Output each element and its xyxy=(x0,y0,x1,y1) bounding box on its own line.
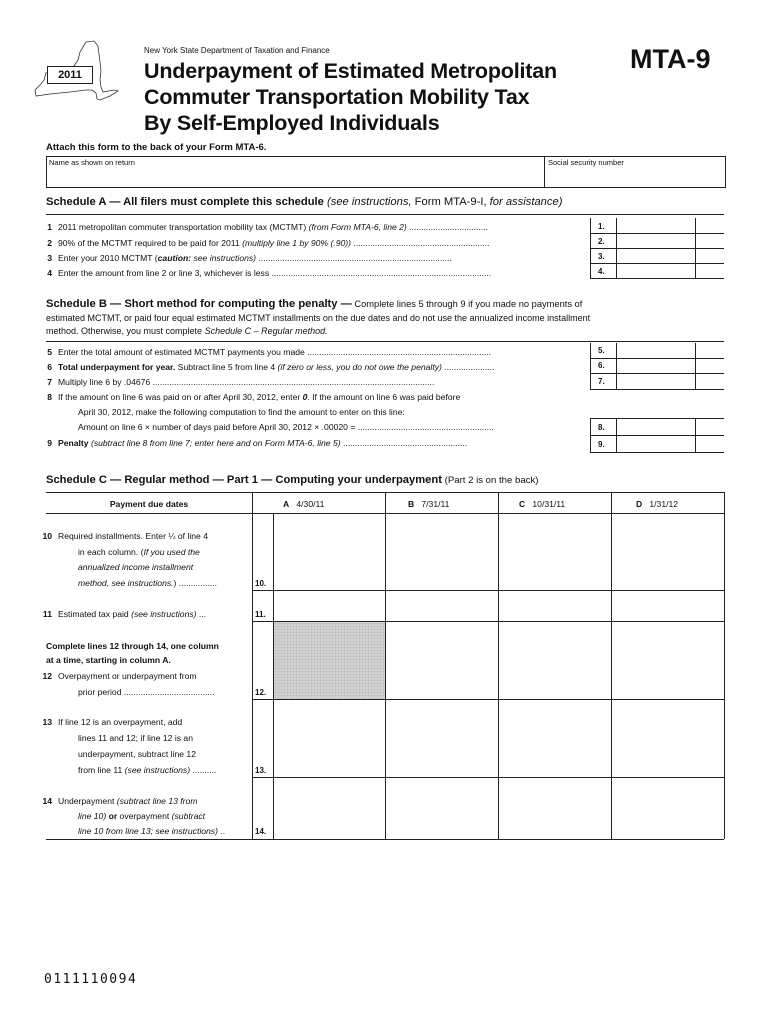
grid-line xyxy=(590,278,724,279)
line-text-italic: method, see instructions. xyxy=(78,578,174,588)
form-title-line-3: By Self-Employed Individuals xyxy=(144,111,440,135)
taxpayer-info-divider xyxy=(544,156,545,187)
box-label-14: 14. xyxy=(255,827,267,836)
line-13-label-3: underpayment, subtract line 12 xyxy=(78,749,196,759)
row-divider xyxy=(252,590,724,591)
line-11-label xyxy=(38,609,206,619)
shaded-cell-12a xyxy=(274,622,385,699)
line-12-label-2: prior period ...................................... xyxy=(78,687,215,697)
line-number: 7 xyxy=(47,377,52,387)
tax-year-badge: 2011 xyxy=(47,66,93,84)
line-14-label-2 xyxy=(78,811,205,821)
leader-dots: ) ................ xyxy=(173,578,217,588)
table-col-divider xyxy=(252,492,253,839)
column-c-header xyxy=(519,499,565,509)
schedule-c-title xyxy=(46,474,538,486)
line-14-label-3 xyxy=(78,826,225,836)
ssn-field-label: Social security number xyxy=(548,158,624,167)
leader-dots: ............................................................................................ xyxy=(269,268,492,278)
schedule-a-line-1 xyxy=(38,222,488,232)
schedule-a-title-bold: Schedule A — All filers must complete this schedule xyxy=(46,196,324,208)
line-text-bold: or xyxy=(106,811,118,821)
line-13-col-a-input[interactable] xyxy=(276,758,386,776)
form-title xyxy=(144,58,557,136)
box-label-3: 3. xyxy=(598,252,605,261)
column-letter: C xyxy=(519,499,526,509)
line-text-italic: (multiply line 1 by 90% (.90)) xyxy=(242,238,351,248)
schedule-b-rule xyxy=(46,341,724,342)
line-number: 8 xyxy=(47,392,52,402)
line-12-col-d-input[interactable] xyxy=(615,680,725,698)
schedule-a-line-3 xyxy=(38,253,452,263)
line-number: 1 xyxy=(47,222,52,232)
line-text: If the amount on line 6 was paid on or after April 30, 2012, enter xyxy=(58,392,303,402)
line-text-italic: line 10) xyxy=(78,811,107,821)
table-col-divider xyxy=(385,492,386,839)
box-label-7: 7. xyxy=(598,377,605,386)
line-13-label xyxy=(38,717,182,727)
line-14-col-c-input[interactable] xyxy=(502,820,612,838)
schedule-b-title-rest: Complete lines 5 through 9 if you made no payments of xyxy=(351,299,583,309)
leader-dots: .......... xyxy=(190,765,217,775)
line-text-bold: 0 xyxy=(302,392,308,402)
column-date: 10/31/11 xyxy=(532,499,566,509)
schedule-b-line-8-calc xyxy=(78,422,494,432)
schedule-b-title xyxy=(46,298,582,310)
form-title-line-2: Commuter Transportation Mobility Tax xyxy=(144,85,530,109)
line-3-amount-input[interactable] xyxy=(618,249,697,263)
line-10-label-4 xyxy=(78,578,217,588)
table-col-divider xyxy=(724,492,725,839)
schedule-c-title-bold: Schedule C — Regular method — Part 1 — Computing your underpayment xyxy=(46,474,442,486)
line-7-amount-input[interactable] xyxy=(618,375,697,389)
schedule-b-line-5 xyxy=(38,347,491,357)
line-text: from line 11 xyxy=(78,765,125,775)
column-d-header xyxy=(636,499,678,509)
line-14-col-a-input[interactable] xyxy=(276,820,386,838)
line-2-amount-input[interactable] xyxy=(618,234,697,248)
ssn-input[interactable] xyxy=(548,168,724,186)
box-label-13: 13. xyxy=(255,766,267,775)
line-1-amount-input[interactable] xyxy=(618,219,697,233)
line-11-col-a-input[interactable] xyxy=(276,602,386,620)
line-number: 11 xyxy=(42,609,52,619)
column-b-header xyxy=(408,499,449,509)
row-divider xyxy=(252,699,724,700)
box-label-6: 6. xyxy=(598,361,605,370)
complete-note-1: Complete lines 12 through 14, one column xyxy=(46,641,219,651)
column-letter: B xyxy=(408,499,415,509)
line-12-label xyxy=(38,671,197,681)
leader-dots: ... xyxy=(196,609,207,619)
line-11-col-d-input[interactable] xyxy=(615,602,725,620)
line-4-amount-input[interactable] xyxy=(618,264,697,278)
line-number: 4 xyxy=(47,268,52,278)
line-8-amount-input[interactable] xyxy=(618,420,697,435)
line-10-col-d-input[interactable] xyxy=(615,570,725,588)
attach-instruction: Attach this form to the back of your Form MTA-6. xyxy=(46,142,267,153)
intro-text-italic: Schedule C – Regular method. xyxy=(204,326,328,336)
line-14-label xyxy=(38,796,197,806)
line-text: Underpayment xyxy=(58,796,117,806)
grid-line xyxy=(590,373,724,374)
table-bottom xyxy=(46,839,724,840)
line-text-bold: caution: xyxy=(157,253,192,263)
box-label-5: 5. xyxy=(598,346,605,355)
line-12-col-b-input[interactable] xyxy=(389,680,499,698)
grid-line xyxy=(590,435,724,436)
line-text: Enter your 2010 MCTMT ( xyxy=(58,253,158,263)
department-name: New York State Department of Taxation and Finance xyxy=(144,46,330,55)
line-11-col-b-input[interactable] xyxy=(389,602,499,620)
intro-text: method. Otherwise, you must complete xyxy=(46,326,205,336)
line-13-label-4 xyxy=(78,765,216,775)
line-text-italic: If you used the xyxy=(143,547,200,557)
column-date: 1/31/12 xyxy=(649,499,679,509)
line-10-col-b-input[interactable] xyxy=(389,570,499,588)
leader-dots: .. xyxy=(217,826,226,836)
leader-dots: ......................................................... xyxy=(355,422,494,432)
grid-line xyxy=(590,452,724,453)
column-a-header xyxy=(283,499,324,509)
schedule-b-title-bold: Schedule B — Short method for computing the penalty — xyxy=(46,298,352,310)
line-10-col-a-input[interactable] xyxy=(276,570,386,588)
line-text: Subtract line 5 from line 4 xyxy=(175,362,278,372)
line-14-col-b-input[interactable] xyxy=(389,820,499,838)
box-label-11: 11. xyxy=(255,610,266,619)
leader-dots: ...................................................................................................................... xyxy=(150,377,435,387)
line-text-italic: see instructions) xyxy=(191,253,257,263)
column-date: 4/30/11 xyxy=(296,499,325,509)
leader-dots: ..................... xyxy=(441,362,495,372)
line-text: overpayment xyxy=(117,811,172,821)
line-text-bold: Total underpayment for year. xyxy=(58,362,176,372)
schedule-b-line-6 xyxy=(38,362,494,372)
line-text: 2011 metropolitan commuter transportation mobility tax (MCTMT) xyxy=(58,222,309,232)
schedule-a-line-2 xyxy=(38,238,489,248)
name-input[interactable] xyxy=(49,168,543,186)
schedule-a-title-end: for assistance) xyxy=(486,196,563,208)
column-letter: A xyxy=(283,499,290,509)
line-text: Required installments. Enter ¼ of line 4 xyxy=(58,531,208,541)
leader-dots: ................................................................................. xyxy=(256,253,452,263)
complete-note-2: at a time, starting in column A. xyxy=(46,655,171,665)
table-col-divider xyxy=(611,492,612,839)
line-number: 3 xyxy=(47,253,52,263)
line-10-label-2 xyxy=(78,547,200,557)
line-13-label-2: lines 11 and 12; if line 12 is an xyxy=(78,733,193,743)
line-text: Amount on line 6 × number of days paid before April 30, 2012 × .00020 = xyxy=(78,422,356,432)
form-number: MTA-9 xyxy=(630,44,711,74)
line-text-bold: Penalty xyxy=(58,438,89,448)
box-label-4: 4. xyxy=(598,267,605,276)
box-label-9: 9. xyxy=(598,440,605,449)
line-number: 2 xyxy=(47,238,52,248)
line-number: 13 xyxy=(42,717,52,727)
box-label-12: 12. xyxy=(255,688,267,697)
line-number: 5 xyxy=(47,347,52,357)
column-letter: D xyxy=(636,499,643,509)
grid-line xyxy=(590,389,724,390)
form-scan-code: 0111110094 xyxy=(44,972,138,987)
column-date: 7/31/11 xyxy=(421,499,450,509)
line-text: 90% of the MCTMT required to be paid for 2011 xyxy=(58,238,243,248)
box-label-1: 1. xyxy=(598,222,605,231)
line-number: 10 xyxy=(42,531,52,541)
line-11-col-c-input[interactable] xyxy=(502,602,612,620)
line-text-italic: (subtract xyxy=(171,811,206,821)
line-text-italic: line 10 from line 13; see instructions) xyxy=(78,826,218,836)
schedule-b-line-8 xyxy=(38,392,460,402)
leader-dots: ......................................................... xyxy=(350,238,490,248)
line-10-col-c-input[interactable] xyxy=(502,570,612,588)
box-label-8: 8. xyxy=(598,423,605,432)
schedule-a-title-rest: (see instructions, xyxy=(323,196,415,208)
line-text: Enter the total amount of estimated MCTMT payments you made xyxy=(58,347,305,357)
table-col-divider xyxy=(498,492,499,839)
schedule-c-title-rest: (Part 2 is on the back) xyxy=(441,475,539,486)
line-text-italic: (see instructions) xyxy=(131,609,197,619)
schedule-b-line-7 xyxy=(38,377,434,387)
line-number: 12 xyxy=(42,671,52,681)
line-number: 6 xyxy=(47,362,52,372)
schedule-a-line-4 xyxy=(38,268,491,278)
line-13-col-b-input[interactable] xyxy=(389,758,499,776)
line-text-italic: (see instructions) xyxy=(124,765,191,775)
form-title-line-1: Underpayment of Estimated Metropolitan xyxy=(144,59,557,83)
row-divider xyxy=(252,777,724,778)
line-6-amount-input[interactable] xyxy=(618,359,697,373)
line-text: Enter the amount from line 2 or line 3, whichever is less xyxy=(58,268,270,278)
schedule-a-title xyxy=(46,196,562,208)
schedule-b-intro-3 xyxy=(46,326,328,336)
line-10-label-3: annualized income installment xyxy=(78,562,194,572)
grid-line xyxy=(590,418,724,419)
line-14-col-d-input[interactable] xyxy=(615,820,725,838)
leader-dots: ................................. xyxy=(406,222,488,232)
line-text: Multiply line 6 by .04676 xyxy=(58,377,151,387)
line-12-col-c-input[interactable] xyxy=(502,680,612,698)
line-13-col-d-input[interactable] xyxy=(615,758,725,776)
line-9-amount-input[interactable] xyxy=(618,437,697,452)
line-5-amount-input[interactable] xyxy=(618,344,697,358)
line-number: 14 xyxy=(42,796,52,806)
box-label-10: 10. xyxy=(255,579,267,588)
name-field-label: Name as shown on return xyxy=(49,158,135,167)
schedule-a-rule xyxy=(46,214,724,215)
schedule-a-title-form: Form MTA-9-I, xyxy=(414,196,487,208)
leader-dots: .................................................... xyxy=(340,438,468,448)
box-label-2: 2. xyxy=(598,237,605,246)
line-text: If line 12 is an overpayment, add xyxy=(58,717,183,727)
line-text-italic: (if zero or less, you do not owe the penalty) xyxy=(277,362,442,372)
line-number: 9 xyxy=(47,438,52,448)
schedule-b-line-8-cont: April 30, 2012, make the following computation to find the amount to enter on this line: xyxy=(78,407,405,417)
grid-line xyxy=(616,373,617,389)
line-13-col-c-input[interactable] xyxy=(502,758,612,776)
line-text-italic: (subtract line 8 from line 7; enter here and on Form MTA-6, line 5) xyxy=(88,438,341,448)
line-text-italic: (from Form MTA-6, line 2) xyxy=(308,222,407,232)
line-text: Overpayment or underpayment from xyxy=(58,671,197,681)
schedule-b-line-9 xyxy=(38,438,467,448)
schedule-b-intro-2: estimated MCTMT, or paid four equal estimated MCTMT installments on the due dates and do not use the annualized income installment xyxy=(46,313,591,323)
line-text: in each column. ( xyxy=(78,547,144,557)
line-text-italic: (subtract line 13 from xyxy=(116,796,198,806)
grid-line xyxy=(590,373,591,389)
line-10-label xyxy=(38,531,208,541)
leader-dots: ............................................................................. xyxy=(304,347,492,357)
line-text: . If the amount on line 6 was paid before xyxy=(307,392,461,402)
line-text: Estimated tax paid xyxy=(58,609,132,619)
payment-due-dates-header: Payment due dates xyxy=(109,499,189,509)
